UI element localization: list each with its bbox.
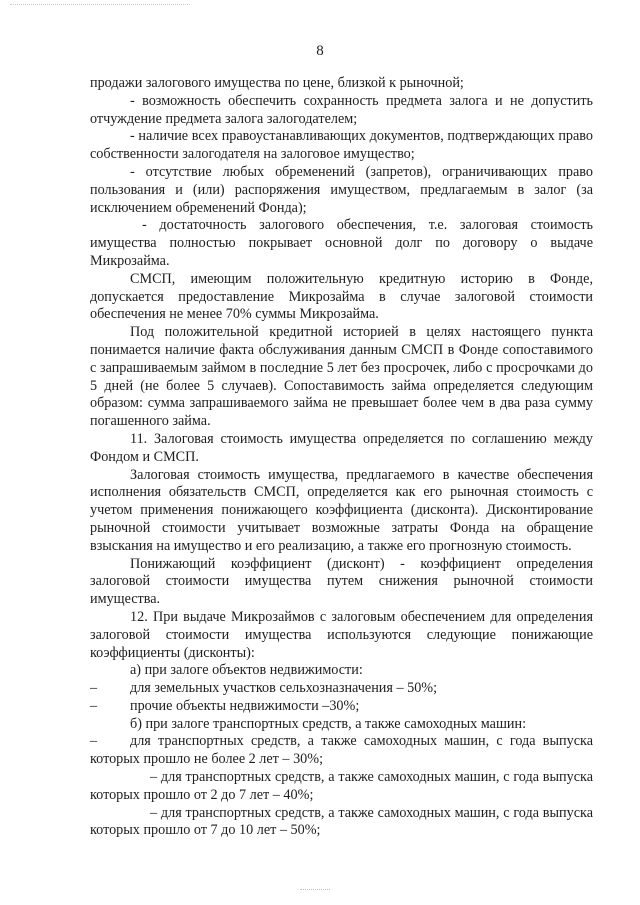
dash-marker: – bbox=[90, 680, 98, 697]
list-item bbox=[90, 733, 593, 769]
dash-marker: – bbox=[90, 733, 98, 750]
paragraph: - достаточность залогового обеспечения, т.е. залоговая стоимость имущества полностью покрывает основной долг по договору о выдаче Микрозайма. bbox=[90, 217, 593, 269]
paragraph: б) при залоге транспортных средств, а также самоходных машин: bbox=[130, 715, 527, 732]
dash-marker: – bbox=[90, 697, 98, 714]
paragraph: - отсутствие любых обременений (запретов), ограничивающих право пользования и (или) распоряжения имуществом, предлагаемым в залог (за исключением обременений Фонда); bbox=[90, 163, 593, 216]
list-item bbox=[90, 680, 593, 698]
paragraph: 11. Залоговая стоимость имущества определяется по соглашению между Фондом и СМСП. bbox=[90, 430, 593, 465]
list-item bbox=[90, 698, 593, 716]
page-number: 8 bbox=[316, 43, 324, 59]
paragraph: - возможность обеспечить сохранность предмета залога и не допустить отчуждение предмета залога залогодателем; bbox=[90, 92, 593, 127]
paragraph: Понижающий коэффициент (дисконт) - коэффициент определения залоговой стоимости имущества путем снижения рыночной стоимости имущества. bbox=[90, 555, 593, 608]
paragraph: 12. При выдаче Микрозаймов с залоговым обеспечением для определения залоговой стоимости имущества используются следующие понижающие коэффициенты (дисконты): bbox=[90, 608, 593, 661]
list-item: – для транспортных средств, а также самоходных машин, с года выпуска которых прошло от 7 до 10 лет – 50%; bbox=[90, 804, 593, 839]
list-item-text: для транспортных средств, а также самоходных машин, с года выпуска которых прошло не более 2 лет – 30%; bbox=[90, 733, 593, 768]
paragraph: продажи залогового имущества по цене, близкой к рыночной; bbox=[90, 75, 464, 91]
paragraph: а) при залоге объектов недвижимости: bbox=[130, 662, 363, 679]
paragraph: СМСП, имеющим положительную кредитную историю в Фонде, допускается предоставление Микрозайма в случае залоговой стоимости обеспечения не менее 70% суммы Микрозайма. bbox=[90, 270, 593, 323]
scan-artifact bbox=[10, 4, 190, 9]
document-body bbox=[90, 75, 593, 840]
list-item-text: прочие объекты недвижимости –30%; bbox=[130, 697, 360, 714]
paragraph: Под положительной кредитной историей в целях настоящего пункта понимается наличие факта обслуживания данным СМСП в Фонде сопоставимого с запрашиваемым займом в последние 5 лет без просрочек, либо с просрочками до 5 дней (не более 5 случаев). Сопоставимость займа определяется следующим образом: сумма запрашиваемого займа не превышает более чем в два раза сумму погашенного займа. bbox=[90, 324, 593, 430]
list-item: – для транспортных средств, а также самоходных машин, с года выпуска которых прошло от 2 до 7 лет – 40%; bbox=[90, 769, 593, 803]
list-item-text: для земельных участков сельхозназначения – 50%; bbox=[130, 680, 438, 697]
scan-artifact bbox=[300, 889, 330, 892]
paragraph: - наличие всех правоустанавливающих документов, подтверждающих право собственности залогодателя на залоговое имущество; bbox=[90, 128, 593, 163]
paragraph: Залоговая стоимость имущества, предлагаемого в качестве обеспечения исполнения обязательств СМСП, определяется как его рыночная стоимость с учетом применения понижающего коэффициента (дисконта). Дисконтирование рыночной стоимости учитывает возможные затраты Фонда на обращение взыскания на имущество и его реализацию, а также его прогнозную стоимость. bbox=[90, 466, 593, 554]
